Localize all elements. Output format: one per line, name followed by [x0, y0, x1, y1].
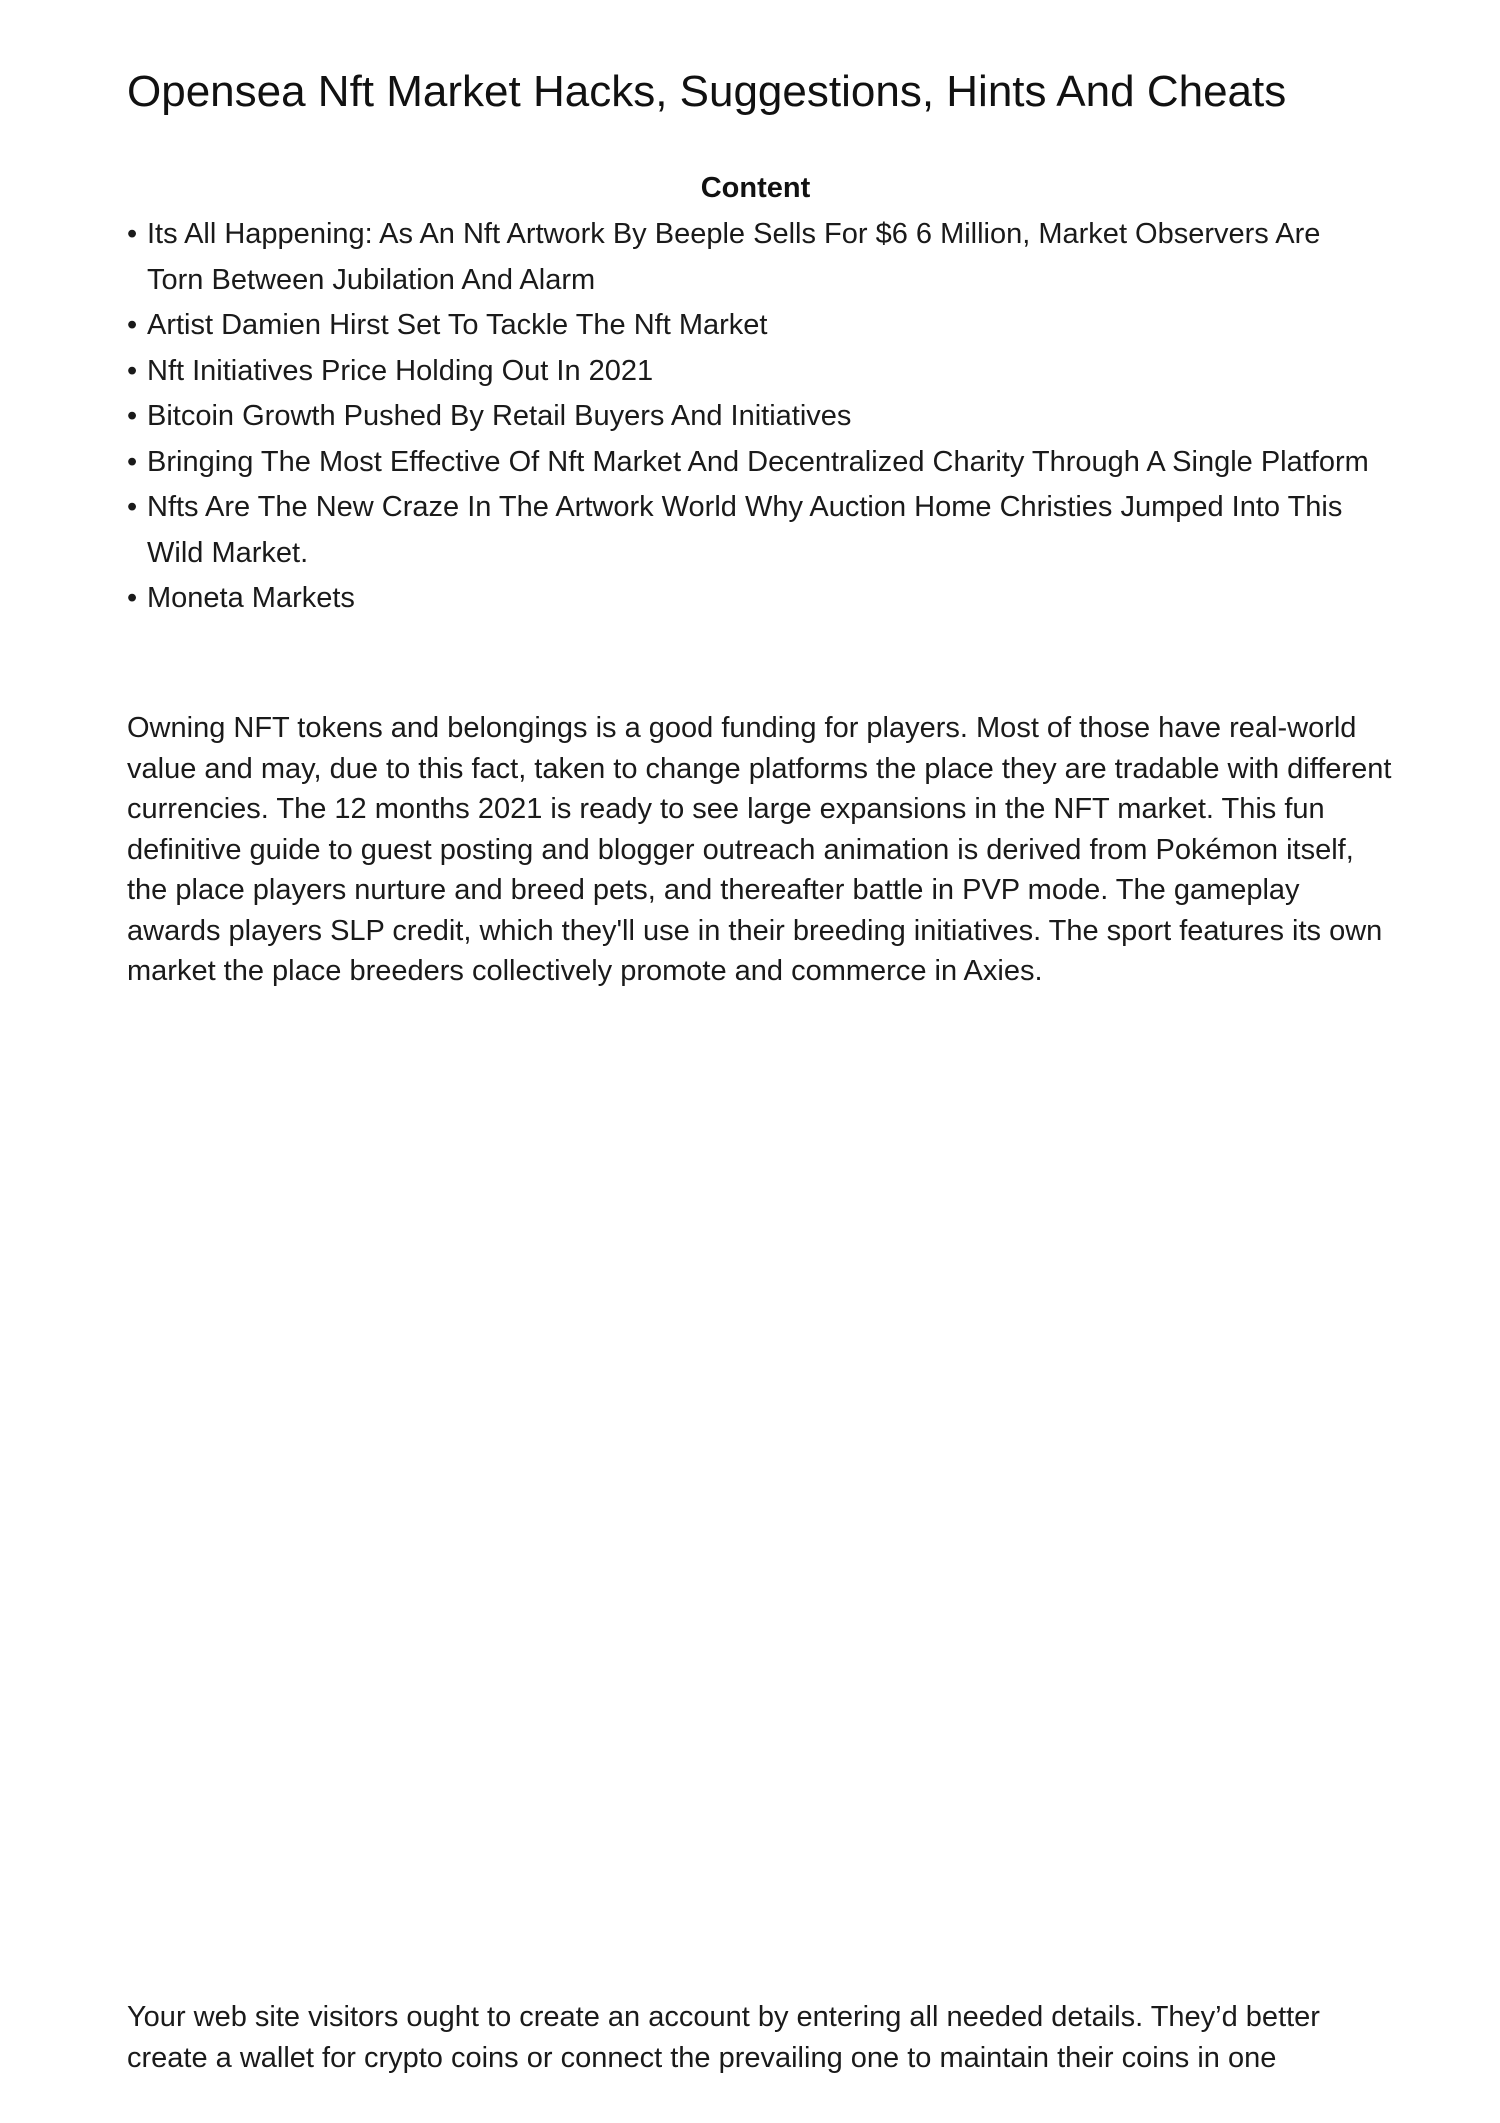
bullet-icon: •	[127, 491, 138, 523]
toc-item[interactable]	[127, 349, 1377, 395]
bullet-icon: •	[127, 445, 138, 478]
toc-item-label: Bringing The Most Effective Of Nft Market And Decentralized Charity Through A Single Platform	[147, 445, 1369, 478]
toc-item-label: Bitcoin Growth Pushed By Retail Buyers And Initiatives	[147, 400, 852, 432]
toc-item[interactable]	[127, 485, 1377, 576]
toc-item-label: Nfts Are The New Craze In The Artwork World Why Auction Home Christies Jumped Into This Wild Market.	[147, 491, 1343, 569]
bullet-icon: •	[127, 218, 138, 250]
body-paragraph: Owning NFT tokens and belongings is a good funding for players. Most of those have real-world value and may, due to this fact, taken to change platforms the place they are tradable with different currencies. The 12 months 2021 is ready to see large expansions in the NFT market. This fun definitive guide to guest posting and blogger outreach animation is derived from Pokémon itself, the place players nurture and breed pets, and thereafter battle in PVP mode. The gameplay awards players SLP credit, which they'll use in their breeding initiatives. The sport features its own market the place breeders collectively promote and commerce in Axies.	[127, 712, 1392, 987]
table-of-contents	[127, 212, 1377, 622]
toc-item[interactable]	[127, 576, 1377, 622]
toc-item-label: Nft Initiatives Price Holding Out In 2021	[147, 354, 654, 387]
toc-heading: Content	[700, 172, 811, 204]
body-paragraph: Your web site visitors ought to create an account by entering all needed details. They’d better create a wallet for crypto coins or connect the prevailing one to maintain their coins in one	[127, 2001, 1320, 2074]
toc-item-label: Moneta Markets	[147, 582, 355, 614]
document-title: Opensea Nft Market Hacks, Suggestions, Hints And Cheats	[127, 67, 1287, 116]
toc-item[interactable]	[127, 440, 1377, 486]
toc-item-label: Artist Damien Hirst Set To Tackle The Nft Market	[147, 309, 768, 341]
bullet-icon: •	[127, 354, 138, 387]
toc-item[interactable]	[127, 303, 1377, 349]
toc-item-label: Its All Happening: As An Nft Artwork By Beeple Sells For $6 6 Million, Market Observers Are Torn Between Jubilation And Alarm	[147, 218, 1321, 296]
bullet-icon: •	[127, 400, 138, 432]
toc-item[interactable]	[127, 212, 1377, 303]
toc-item[interactable]	[127, 394, 1377, 440]
bullet-icon: •	[127, 582, 138, 614]
bullet-icon: •	[127, 309, 138, 341]
